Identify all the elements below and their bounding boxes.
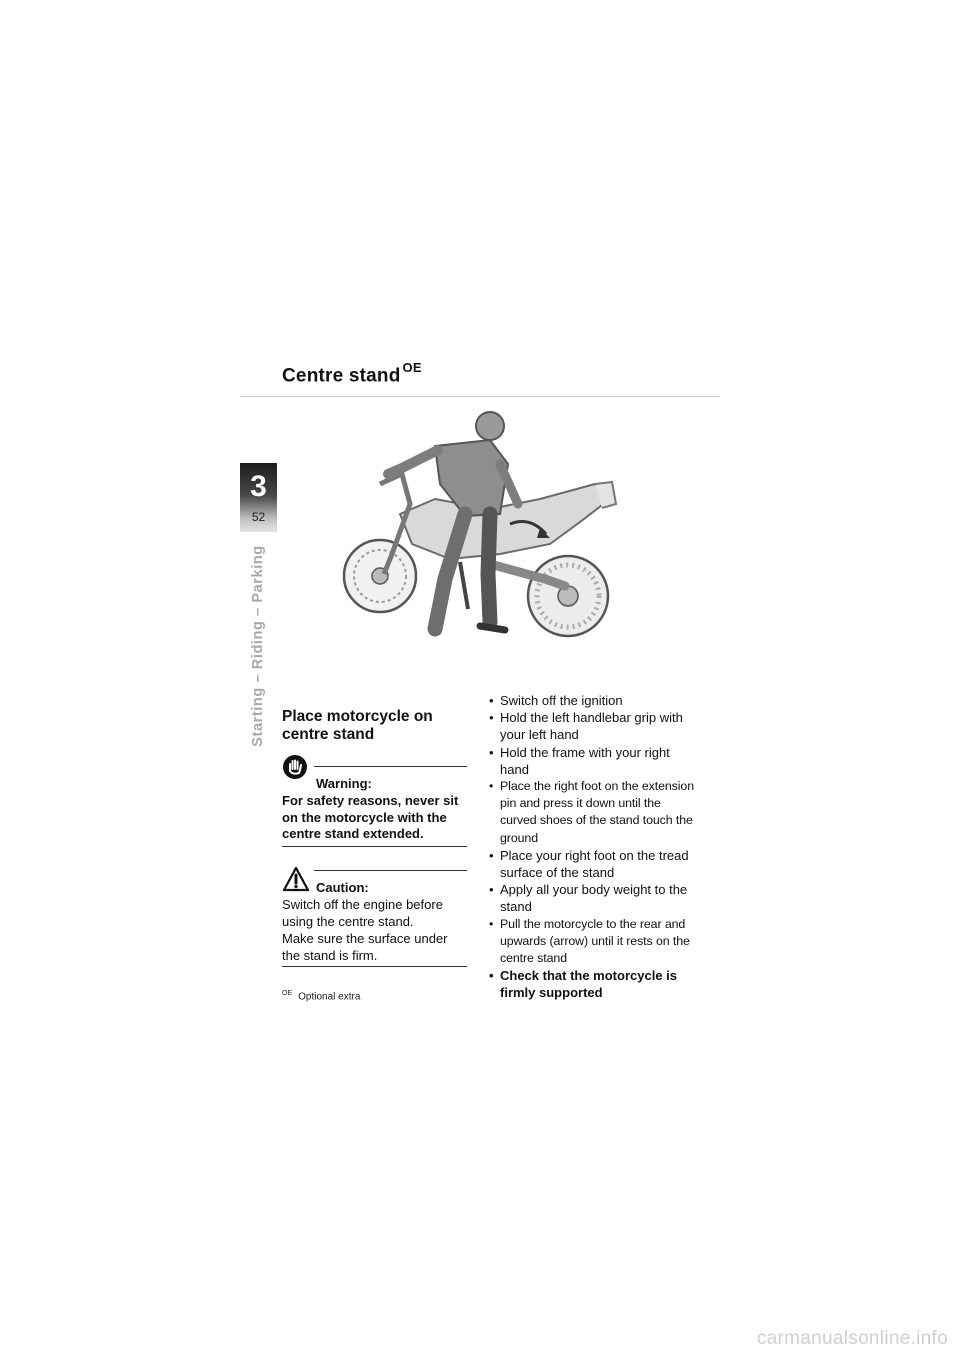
warning-text: For safety reasons, never sit on the motorcycle with the centre stand extended. [282, 793, 459, 841]
caution-bottom-rule [282, 966, 467, 967]
warning-note [282, 766, 467, 848]
list-item: • Hold the left handlebar grip with your left hand [489, 709, 694, 743]
exclamation-triangle-icon [282, 866, 310, 892]
watermark: carmanualsonline.info [756, 1328, 948, 1349]
warning-bottom-rule [282, 846, 467, 847]
hand-stop-icon [282, 754, 308, 780]
title-divider [240, 396, 720, 397]
list-item: • Place your right foot on the tread surface of the stand [489, 847, 694, 881]
caution-note [282, 870, 467, 970]
footnote [282, 990, 360, 1002]
footnote-text: Optional extra [298, 991, 361, 1003]
chapter-side-label: Starting – Riding – Parking [250, 545, 266, 747]
chapter-number: 3 [250, 470, 267, 503]
footnote-mark: OE [282, 990, 293, 997]
section-heading: Place motorcycle on centre stand [282, 708, 433, 743]
caution-label: Caution: [316, 880, 369, 895]
list-item: • Switch off the ignition [489, 692, 694, 709]
page-title [282, 362, 422, 387]
warning-label: Warning: [316, 776, 372, 791]
caution-top-rule [314, 870, 467, 871]
procedure-steps [489, 692, 694, 1002]
caution-text-2: Make sure the surface under the stand is firm. [282, 931, 448, 963]
list-item: • Pull the motorcycle to the rear and upwards (arrow) until it rests on the centre stand [489, 916, 694, 968]
centre-stand-illustration [340, 404, 630, 654]
page-title-text: Centre stand [282, 365, 401, 387]
chapter-divider [248, 507, 269, 508]
chapter-tab [240, 463, 277, 532]
caution-text-1: Switch off the engine before using the centre stand. [282, 897, 443, 929]
optional-extra-mark: OE [402, 360, 422, 375]
list-item: • Hold the frame with your right hand [489, 744, 694, 778]
list-item: • Place the right foot on the extension pin and press it down until the curved shoes of the stand touch the ground [489, 778, 694, 847]
warning-top-rule [314, 766, 467, 767]
list-item: • Apply all your body weight to the stand [489, 881, 694, 915]
page-number: 52 [251, 510, 266, 524]
list-item: • Check that the motorcycle is firmly supported [489, 967, 694, 1001]
